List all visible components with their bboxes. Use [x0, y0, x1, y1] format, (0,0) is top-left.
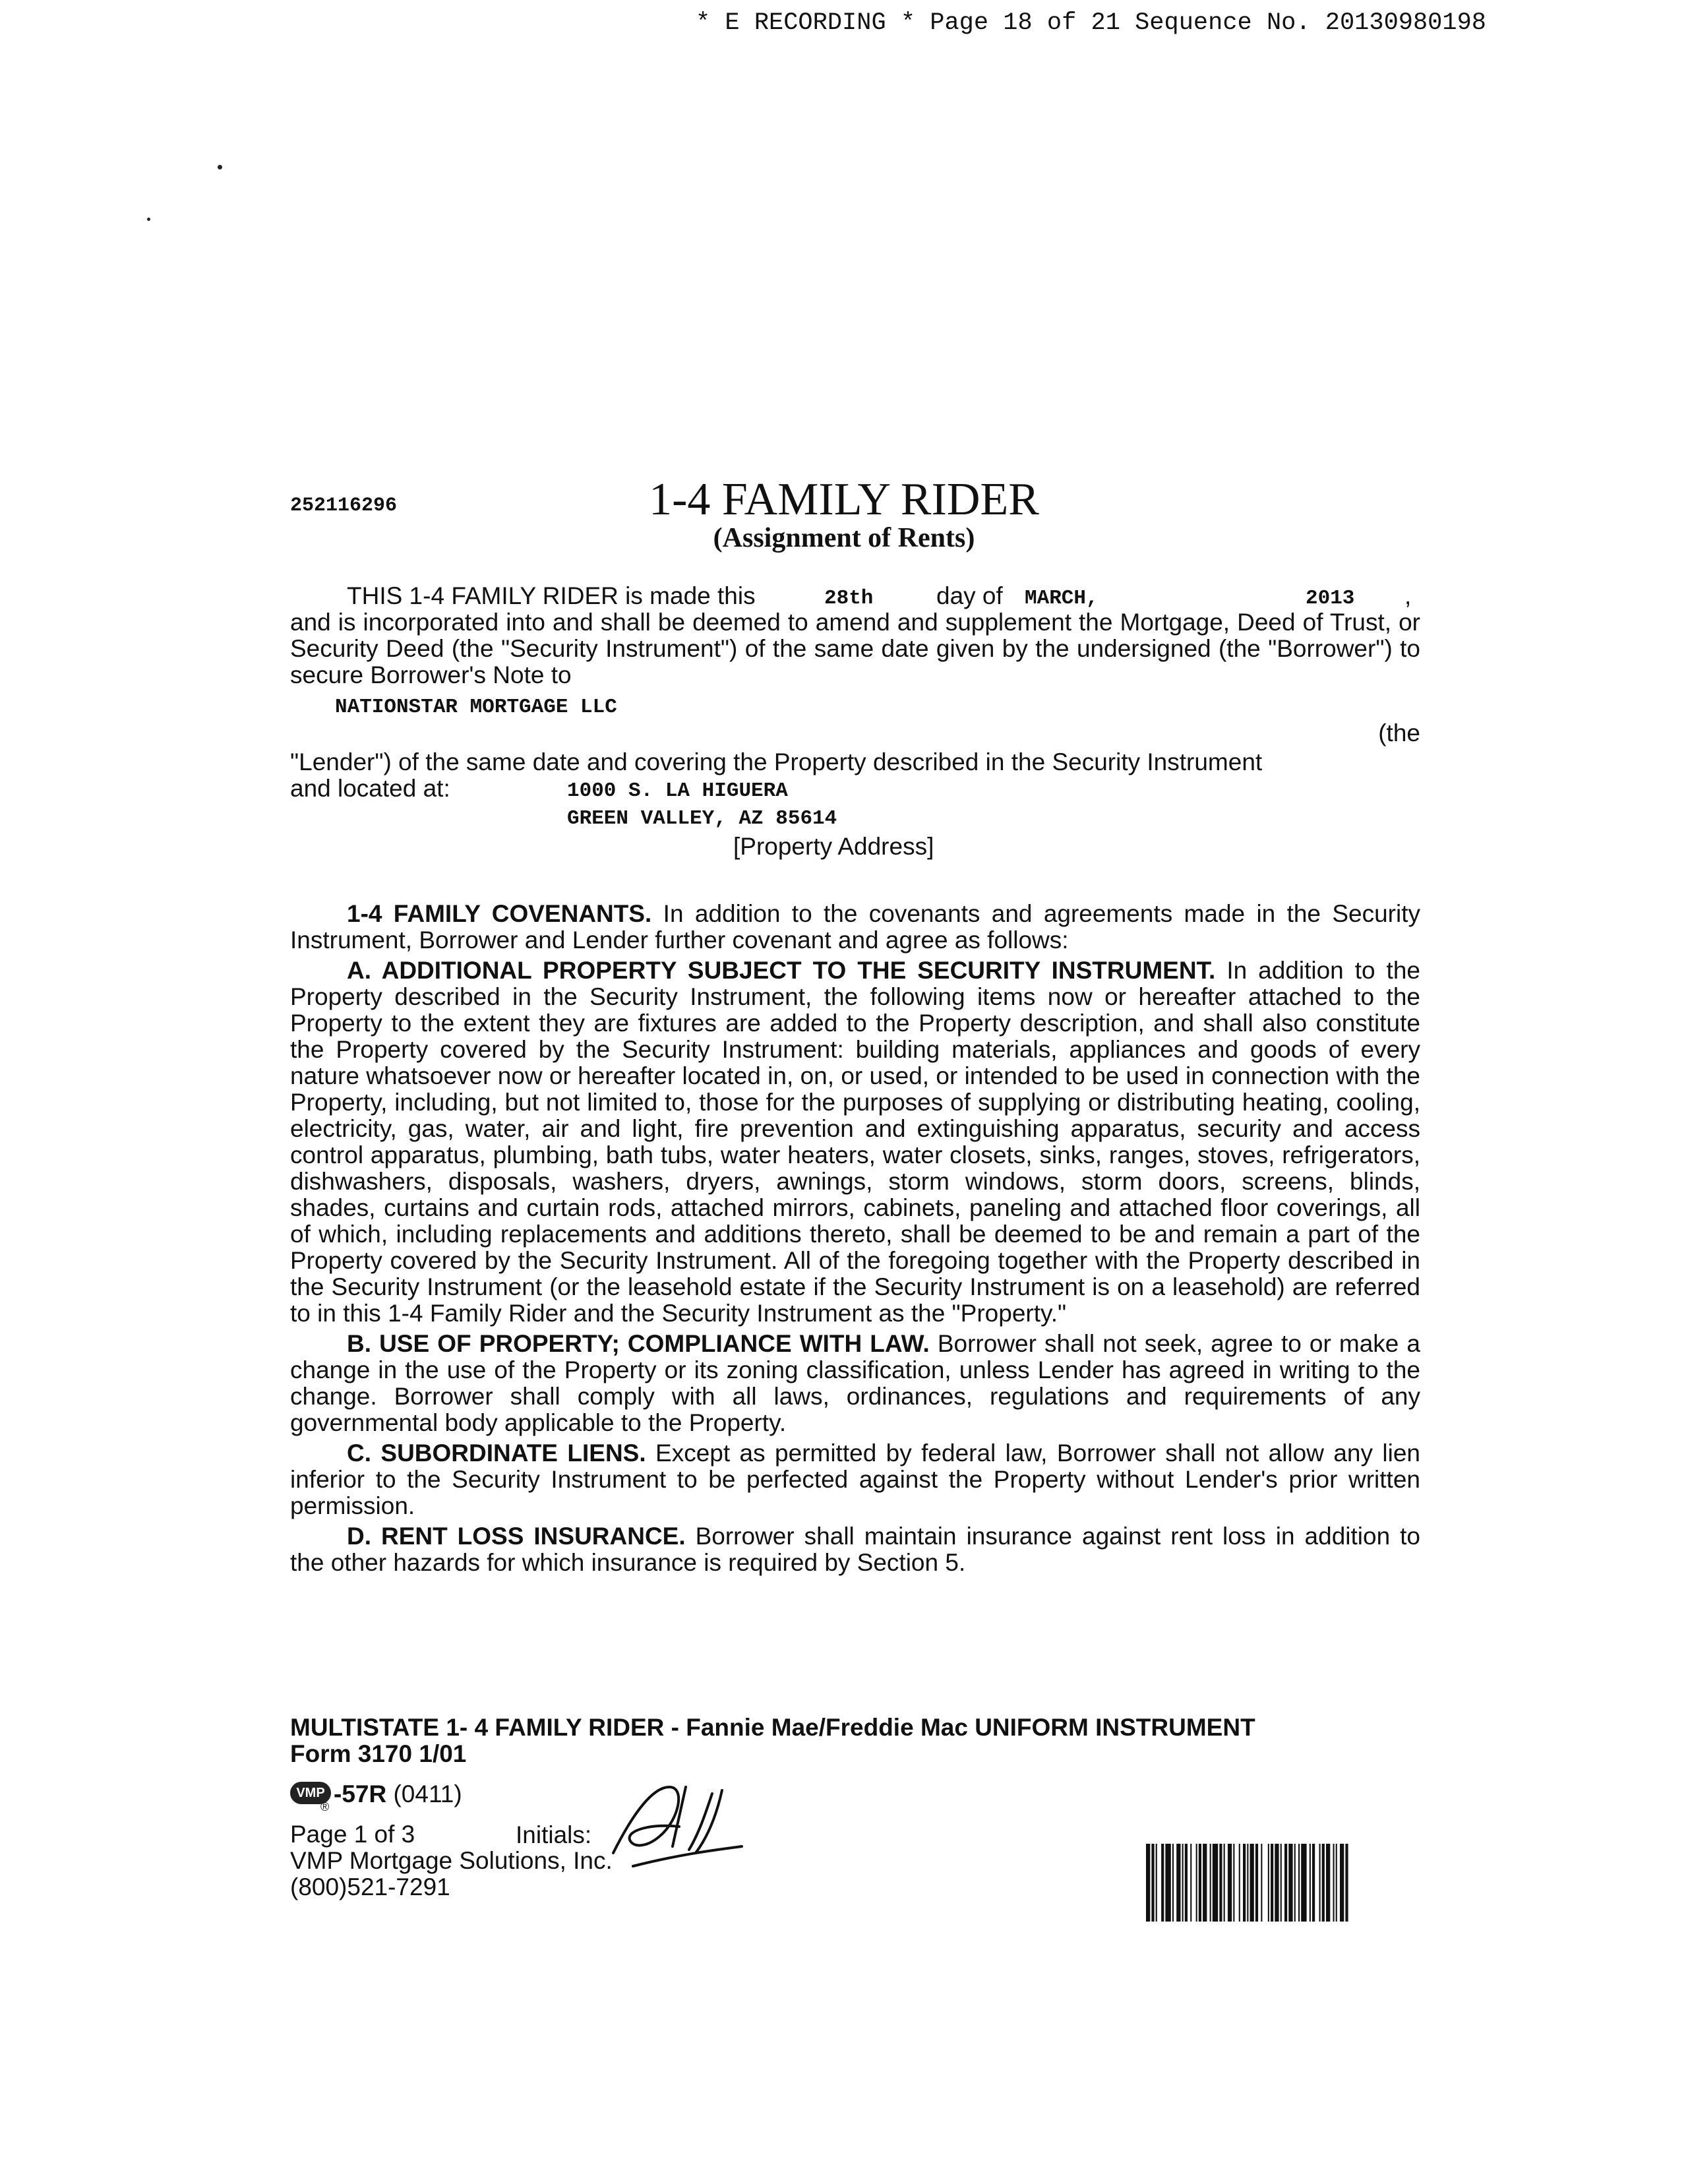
loan-number: 252116296	[290, 495, 398, 517]
section-heading: C. SUBORDINATE LIENS.	[347, 1440, 646, 1467]
section-text: Borrower shall not seek, agree to or make a change in the use of the Property or its zoning classification, unless Lender has agreed in writing to the change. Borrower shall comply with all laws, ordinances, regulations and requirements of any governmental body applicable to the Property.	[290, 1330, 1421, 1436]
barcode-bar	[1224, 1844, 1225, 1922]
barcode-bar	[1176, 1844, 1180, 1922]
barcode-bar	[1271, 1844, 1273, 1922]
initials-signature	[607, 1774, 752, 1879]
barcode-bar	[1298, 1844, 1300, 1922]
property-city: GREEN VALLEY, AZ 85614	[567, 807, 837, 830]
intro-text: "Lender") of the same date and covering the Property described in the Security Instrument	[290, 748, 1263, 775]
barcode-bar	[1210, 1844, 1211, 1922]
section-text: In addition to the Property described in the Security Instrument, the following items now or hereafter attached to the Property to the extent they are fixtures are added to the Property description, and shall also constitute the Property covered by the Security Instrument: building materials, appliances and goods of every nature whatsoever now or hereafter located in, on, or used, or intended to be used in connection with the Property, including, but not limited to, those for the purposes of supplying or distributing heating, cooling, electricity, gas, water, air and light, fire prevention and extinguishing apparatus, security and access control apparatus, plumbing, bath tubs, water heaters, water closets, sinks, ranges, stoves, refrigerators, dishwashers, disposals, washers, dryers, awnings, storm windows, storm doors, screens, blinds, shades, curtains and curtain rods, attached mirrors, cabinets, paneling and attached floor coverings, all of which, including replacements and additions thereto, shall be deemed to be and remain a part of the Property covered by the Security Instrument. All of the foregoing together with the Property described in the Security Instrument (or the leasehold estate if the Security Instrument is on a leasehold) are referred to in this 1-4 Family Rider and the Security Instrument as the "Property."	[290, 957, 1420, 1327]
year-value: 2013	[1306, 587, 1355, 610]
barcode-bar	[1243, 1844, 1246, 1922]
intro-text: THIS 1-4 FAMILY RIDER is made this	[347, 582, 756, 609]
barcode-bar	[1151, 1844, 1154, 1922]
barcode-bar	[1250, 1844, 1254, 1922]
form-number: Form 3170 1/01	[290, 1740, 467, 1767]
section-text: Borrower shall maintain insurance against rent loss in addition to the other hazards for which insurance is required by Section 5.	[290, 1523, 1420, 1576]
barcode-bar	[1261, 1844, 1262, 1922]
covenants-block	[290, 901, 1420, 1576]
address-label-line	[290, 834, 1420, 863]
barcode-bar	[1312, 1844, 1315, 1922]
barcode-bar	[1161, 1844, 1164, 1922]
section-text: Except as permitted by federal law, Borrower shall not allow any lien inferior to the Security Instrument to be perfected against the Property without Lender's prior written permission.	[290, 1440, 1420, 1519]
barcode-bar	[1340, 1844, 1344, 1922]
section-c	[290, 1440, 1420, 1519]
barcode-bar	[1156, 1844, 1157, 1922]
vmp-logo: VMP	[290, 1782, 331, 1804]
covenants-paragraph	[290, 901, 1420, 954]
located-at-label: and located at:	[290, 775, 450, 802]
property-address-label: [Property Address]	[733, 833, 934, 860]
barcode-bar	[1228, 1844, 1232, 1922]
barcode-bar	[1239, 1844, 1240, 1922]
section-heading: D. RENT LOSS INSURANCE.	[347, 1523, 686, 1550]
barcode-bar	[1310, 1844, 1311, 1922]
page-number: Page 1 of 3	[290, 1821, 415, 1848]
section-a	[290, 957, 1420, 1327]
barcode-bar	[1165, 1844, 1170, 1922]
registered-mark: ®	[320, 1800, 330, 1813]
barcode-bar	[1255, 1844, 1258, 1922]
intro-text: day of	[936, 582, 1003, 609]
barcode	[1146, 1844, 1422, 1922]
barcode-bar	[1284, 1844, 1287, 1922]
intro-paragraph: and is incorporated into and shall be deemed to amend and supplement the Mortgage, Deed of Trust, or Security Deed (the "Security Instrument") of the same date given by the undersigned (the "Borrower") to secure Borrower's Note to	[290, 609, 1420, 688]
barcode-bar	[1190, 1844, 1191, 1922]
lender-name: NATIONSTAR MORTGAGE LLC	[335, 696, 617, 719]
barcode-bar	[1203, 1844, 1207, 1922]
barcode-bar	[1345, 1844, 1348, 1922]
barcode-bar	[1268, 1844, 1269, 1922]
day-value: 28th	[824, 587, 874, 610]
form-title-line: MULTISTATE 1- 4 FAMILY RIDER - Fannie Mae/Freddie Mac UNIFORM INSTRUMENT	[290, 1714, 1255, 1741]
barcode-bar	[1333, 1844, 1335, 1922]
form-code	[334, 1780, 462, 1808]
document-title: 1-4 FAMILY RIDER	[649, 474, 1039, 525]
initials-label: Initials:	[516, 1821, 592, 1848]
barcode-bar	[1336, 1844, 1337, 1922]
company-name: VMP Mortgage Solutions, Inc.	[290, 1847, 613, 1874]
section-b	[290, 1331, 1420, 1436]
address-line-2	[290, 804, 1420, 834]
speck-mark	[218, 165, 222, 169]
barcode-bar	[1301, 1844, 1306, 1922]
barcode-bar	[1294, 1844, 1296, 1922]
lender-line	[290, 688, 1420, 720]
barcode-bar	[1281, 1844, 1282, 1922]
company-phone: (800)521-7291	[290, 1873, 450, 1900]
section-heading: A. ADDITIONAL PROPERTY SUBJECT TO THE SECURITY INSTRUMENT.	[347, 957, 1216, 984]
document-subtitle: (Assignment of Rents)	[713, 523, 975, 553]
barcode-bar	[1247, 1844, 1248, 1922]
barcode-bar	[1219, 1844, 1222, 1922]
barcode-bar	[1196, 1844, 1197, 1922]
barcode-bar	[1213, 1844, 1218, 1922]
barcode-bar	[1319, 1844, 1321, 1922]
barcode-bar	[1146, 1844, 1150, 1922]
intro-comma: ,	[1404, 582, 1412, 609]
covenants-text: In addition to the covenants and agreements made in the Security Instrument, Borrower and Lender further covenant and agree as follows:	[290, 900, 1421, 954]
barcode-bar	[1185, 1844, 1188, 1922]
barcode-bar	[1326, 1844, 1330, 1922]
barcode-bar	[1172, 1844, 1174, 1922]
property-street: 1000 S. LA HIGUERA	[567, 779, 788, 803]
barcode-bar	[1199, 1844, 1201, 1922]
speck-mark	[147, 218, 150, 221]
form-code-number: -57R	[334, 1780, 387, 1807]
section-d	[290, 1523, 1420, 1576]
barcode-bar	[1182, 1844, 1184, 1922]
barcode-bar	[1275, 1844, 1279, 1922]
address-line-1	[290, 775, 1420, 804]
intro-first-line	[290, 583, 1420, 609]
month-value: MARCH,	[1025, 587, 1099, 610]
barcode-bar	[1233, 1844, 1234, 1922]
intro-block	[290, 583, 1420, 863]
form-code-version: (0411)	[386, 1780, 462, 1807]
the-line	[290, 720, 1420, 749]
form-title	[290, 1714, 1477, 1767]
recording-stamp: * E RECORDING * Page 18 of 21 Sequence No. 20130980198	[696, 9, 1486, 37]
intro-text: (the	[1378, 719, 1420, 746]
section-heading: B. USE OF PROPERTY; COMPLIANCE WITH LAW.	[347, 1330, 930, 1357]
barcode-bar	[1288, 1844, 1292, 1922]
covenants-heading: 1-4 FAMILY COVENANTS.	[347, 900, 652, 927]
barcode-bar	[1322, 1844, 1325, 1922]
